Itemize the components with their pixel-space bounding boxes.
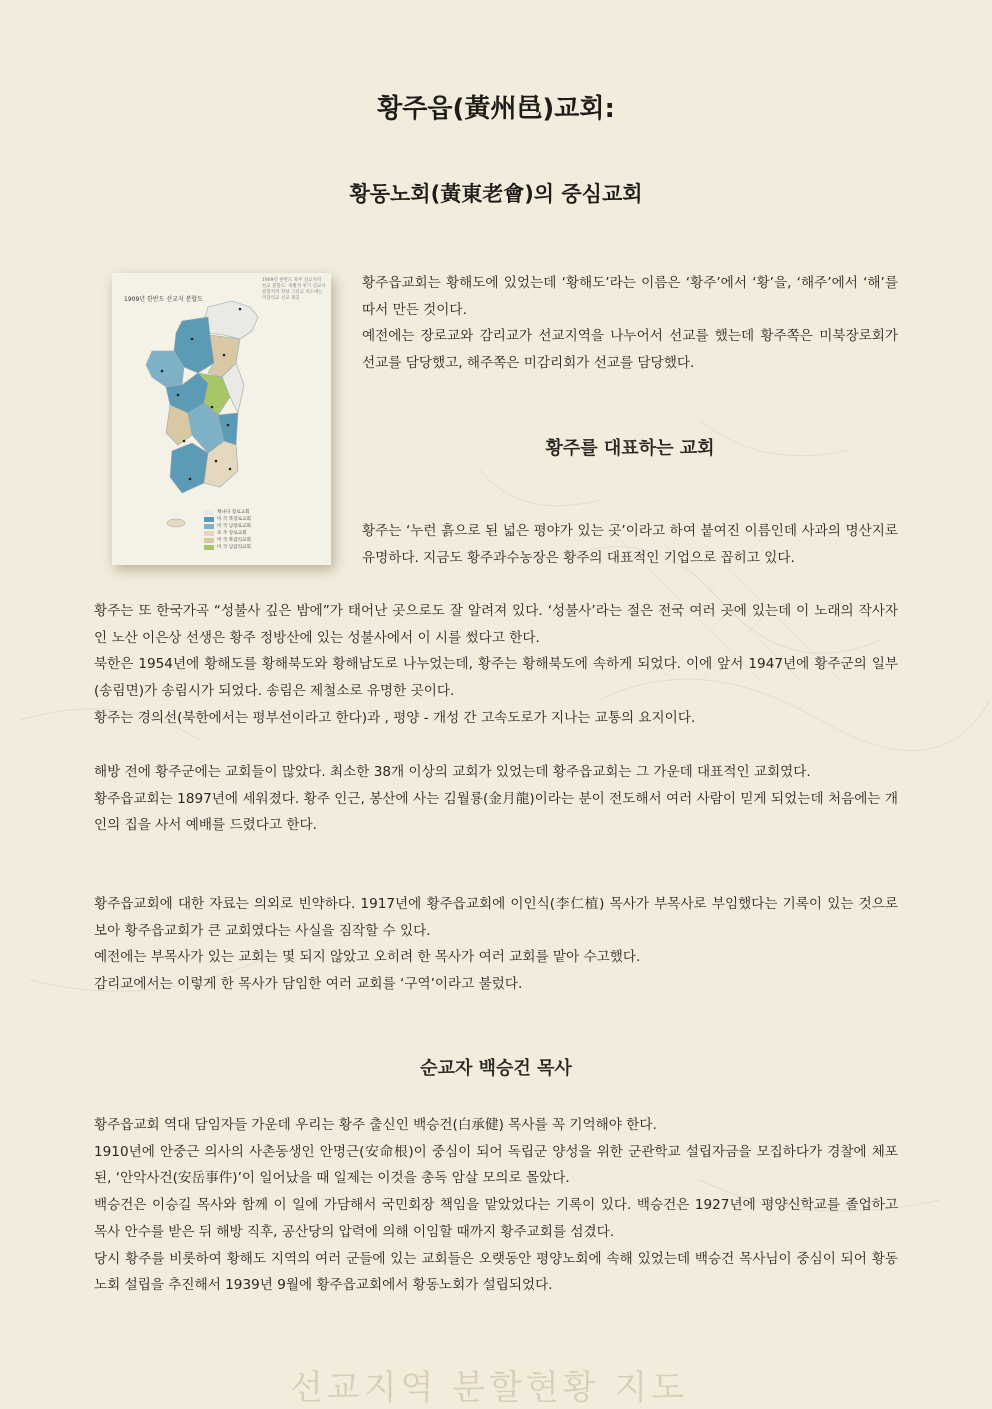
legend-item [204, 530, 251, 537]
page-title: 황주읍(黃州邑)교회: [377, 94, 615, 124]
footer-watermark: 선교지역 분할현황 지도 [290, 1368, 689, 1408]
intro-paragraph [362, 270, 898, 377]
body-text: 황주는 경의선(북한에서는 평부선이라고 한다)과 , 평양 - 개성 간 고속도로가 지나는 교통의 요지이다. [94, 709, 696, 726]
legend-swatch [204, 517, 214, 522]
body-text: 감리교에서는 이렇게 한 목사가 담임한 여러 교회를 ‘구역’이라고 불렀다. [94, 976, 523, 993]
body-text: 황주는 ‘누런 흙으로 된 넓은 평야가 있는 곳’이라고 하여 붙여진 이름인데 사과의 명산지로 유명하다. 지금도 황주과수농장은 황주의 대표적인 기업으로 꼽히고 있다. [362, 523, 898, 566]
body-text: 해방 전에 황주군에는 교회들이 많았다. 최소한 38개 이상의 교회가 있었는데 황주읍교회는 그 가운데 대표적인 교회였다. [94, 764, 811, 780]
body-text: 백승건은 이승길 목사와 함께 이 일에 가담해서 국민회장 책임을 맡았었다는 기록이 있다. 백승건은 1927년에 평양신학교를 졸업하고 목사 안수를 받은 뒤 해방 직후, 공산당의 압력에 의해 이임할 때까지 황주교회를 섬겼다. [94, 1197, 898, 1240]
legend-item [204, 523, 251, 530]
legend-label: 캐나다 장로교회 [217, 510, 250, 515]
legend-swatch [204, 524, 214, 529]
legend-item [204, 537, 251, 544]
body-text: 황주읍교회는 1897년에 세워졌다. 황주 인근, 봉산에 사는 김월룡(金月龍)이라는 분이 전도해서 여러 사람이 믿게 되었는데 처음에는 개인의 집을 사서 예배를 드렸다고 한다. [94, 790, 898, 834]
representative-first-paragraph [362, 518, 898, 571]
body-text: 북한은 1954년에 황해도를 황해북도와 황해남도로 나누었는데, 황주는 황해북도에 속하게 되었다. 이에 앞서 1947년에 황주군의 일부(송림면)가 송림시가 되었다. 송림은 제철소로 유명한 곳이다. [94, 656, 898, 700]
church-records-paragraph [94, 891, 898, 998]
map-note: 1909년 한반도 북부 선교지역 선교 분할도. 개별적 후기 선교사 분할지역 작성 그리고 지도에는 미감리교 선교 제공 [262, 278, 326, 301]
body-text: 1910년에 안중근 의사의 사촌동생인 안명근(安命根)이 중심이 되어 독립군 양성을 위한 군관학교 설립자금을 모집하다가 경찰에 체포된, ‘안악사건(安岳事件)’이 일어났을 때 일제는 이것을 총독 암살 모의로 몰았다. [94, 1143, 898, 1187]
legend-item [204, 509, 251, 516]
legend-label: 미 국 북장로교회 [217, 517, 251, 522]
legend-swatch [204, 538, 214, 543]
legend-swatch [204, 545, 214, 550]
legend-item [204, 544, 251, 551]
mission-map-figure [112, 273, 331, 565]
map-title: 1909년 한반도 선교지 분할도 [124, 296, 203, 303]
legend-label: 미 국 북감리교회 [217, 538, 251, 543]
map-legend [204, 509, 251, 551]
body-text: 예전에는 부목사가 있는 교회는 몇 되지 않았고 오히려 한 목사가 여러 교회를 맡아 수고했다. [94, 949, 641, 966]
legend-item [204, 516, 251, 523]
intro-text: 황주읍교회는 황해도에 있었는데 ‘황해도’라는 이름은 ‘황주’에서 ‘황’을, ‘해주’에서 ‘해’를 따서 만든 것이다. [362, 275, 898, 318]
body-text: 황주읍교회 역대 담임자들 가운데 우리는 황주 출신인 백승건(白承健) 목사를 꼭 기억해야 한다. [94, 1117, 657, 1133]
body-text: 당시 황주를 비롯하여 황해도 지역의 여러 군들에 있는 교회들은 오랫동안 평양노회에 속해 있었는데 백승건 목사님이 중심이 되어 황동노회 설립을 추진해서 1939년 9월에 황주읍교회에서 황동노회가 설립되었다. [94, 1250, 898, 1294]
intro-text: 예전에는 장로교와 감리교가 선교지역을 나누어서 선교를 했는데 황주쪽은 미북장로회가 선교를 담당했고, 해주쪽은 미감리회가 선교를 담당했다. [362, 328, 898, 372]
section-heading-representative: 황주를 대표하는 교회 [545, 438, 715, 459]
body-text: 황주읍교회에 대한 자료는 의외로 빈약하다. 1917년에 황주읍교회에 이인식(李仁植) 목사가 부목사로 부임했다는 기록이 있는 것으로 보아 황주읍교회가 큰 교회였다는 사실을 짐작할 수 있다. [94, 896, 898, 939]
church-history-paragraph [94, 759, 898, 839]
legend-swatch [204, 531, 214, 536]
body-text: 황주는 또 한국가곡 “성불사 깊은 밤에”가 태어난 곳으로도 잘 알려져 있다. ‘성불사’라는 절은 전국 여러 곳에 있는데 이 노래의 작사자인 노산 이은상 선생은 황주 정방산에 있는 성불사에서 이 시를 썼다고 한다. [94, 603, 898, 646]
page-subtitle: 황동노회(黃東老會)의 중심교회 [349, 182, 643, 206]
legend-label: 미 국 남감리교회 [217, 545, 251, 550]
section-heading-martyr: 순교자 백승건 목사 [420, 1058, 572, 1079]
legend-label: 미 국 남장로교회 [217, 524, 251, 529]
martyr-paragraphs [94, 1112, 898, 1299]
legend-label: 호 주 장로교회 [217, 531, 247, 536]
legend-swatch [204, 510, 214, 515]
representative-paragraphs [94, 598, 898, 732]
